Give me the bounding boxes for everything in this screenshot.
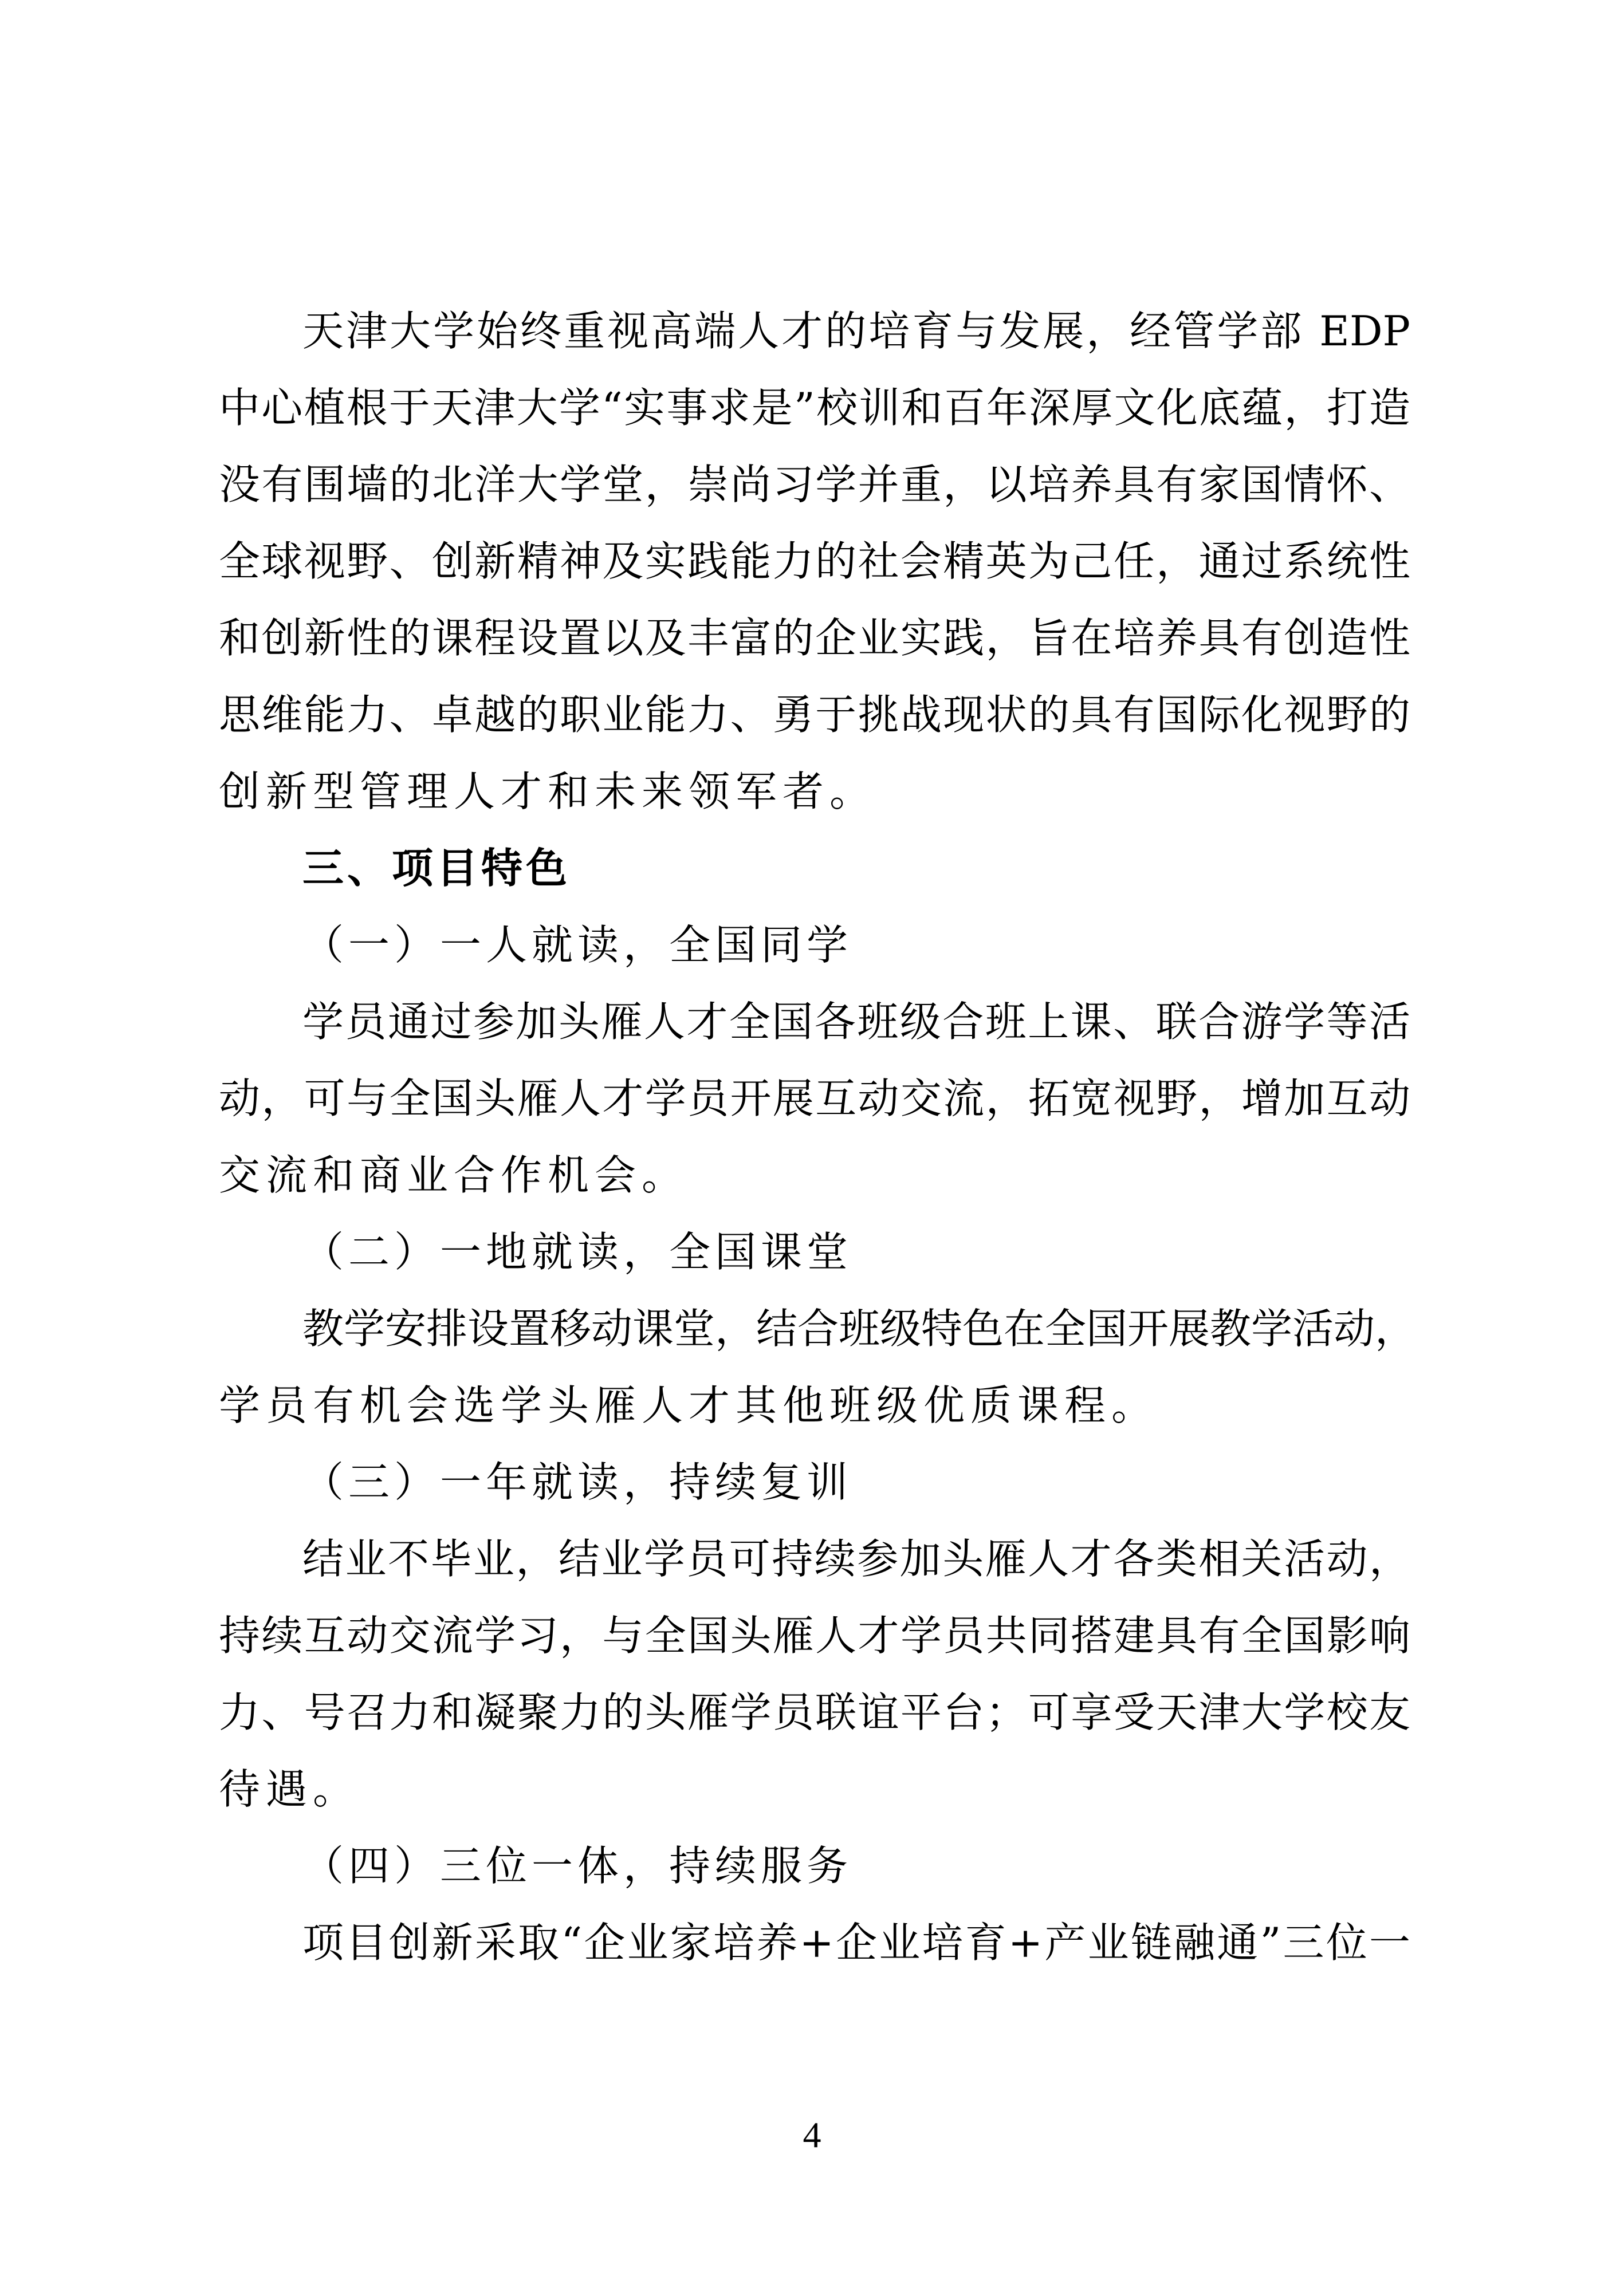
subsection-3-heading: （三）一年就读，持续复训 <box>302 1458 853 1506</box>
subsection-1-line-2: 动，可与全国头雁人才学员开展互动交流，拓宽视野，增加互动 <box>219 1074 1410 1123</box>
subsection-3-line-1: 结业不毕业，结业学员可持续参加头雁人才各类相关活动， <box>302 1535 1410 1583</box>
section-heading: 三、项目特色 <box>302 844 571 892</box>
subsection-3-line-2: 持续互动交流学习，与全国头雁人才学员共同搭建具有全国影响 <box>219 1612 1410 1660</box>
subsection-1-line-3: 交流和商业合作机会。 <box>219 1151 689 1199</box>
subsection-3-line-4: 待遇。 <box>219 1765 360 1813</box>
paragraph-1-line-2: 中心植根于天津大学“实事求是”校训和百年深厚文化底蕴，打造 <box>219 384 1410 432</box>
subsection-2-line-2: 学员有机会选学头雁人才其他班级优质课程。 <box>219 1381 1159 1429</box>
paragraph-1-line-4: 全球视野、创新精神及实践能力的社会精英为己任，通过系统性 <box>219 537 1410 585</box>
paragraph-1-line-7: 创新型管理人才和未来领军者。 <box>219 767 877 816</box>
subsection-3-line-3: 力、号召力和凝聚力的头雁学员联谊平台；可享受天津大学校友 <box>219 1688 1410 1736</box>
subsection-2-line-1: 教学安排设置移动课堂，结合班级特色在全国开展教学活动， <box>302 1305 1417 1353</box>
subsection-1-line-1: 学员通过参加头雁人才全国各班级合班上课、联合游学等活 <box>302 998 1410 1046</box>
subsection-4-line-1: 项目创新采取“企业家培养+企业培育+产业链融通”三位一 <box>302 1919 1410 1967</box>
paragraph-1-line-3: 没有围墙的北洋大学堂，崇尚习学并重，以培养具有家国情怀、 <box>219 460 1410 509</box>
paragraph-1-line-1: 天津大学始终重视高端人才的培育与发展，经管学部 EDP <box>302 307 1410 355</box>
subsection-1-heading: （一）一人就读，全国同学 <box>302 921 853 969</box>
subsection-2-heading: （二）一地就读，全国课堂 <box>302 1228 853 1276</box>
paragraph-1-line-5: 和创新性的课程设置以及丰富的企业实践，旨在培养具有创造性 <box>219 614 1410 662</box>
page-number: 4 <box>803 2114 821 2155</box>
subsection-4-heading: （四）三位一体，持续服务 <box>302 1842 853 1890</box>
paragraph-1-line-6: 思维能力、卓越的职业能力、勇于挑战现状的具有国际化视野的 <box>219 691 1410 739</box>
